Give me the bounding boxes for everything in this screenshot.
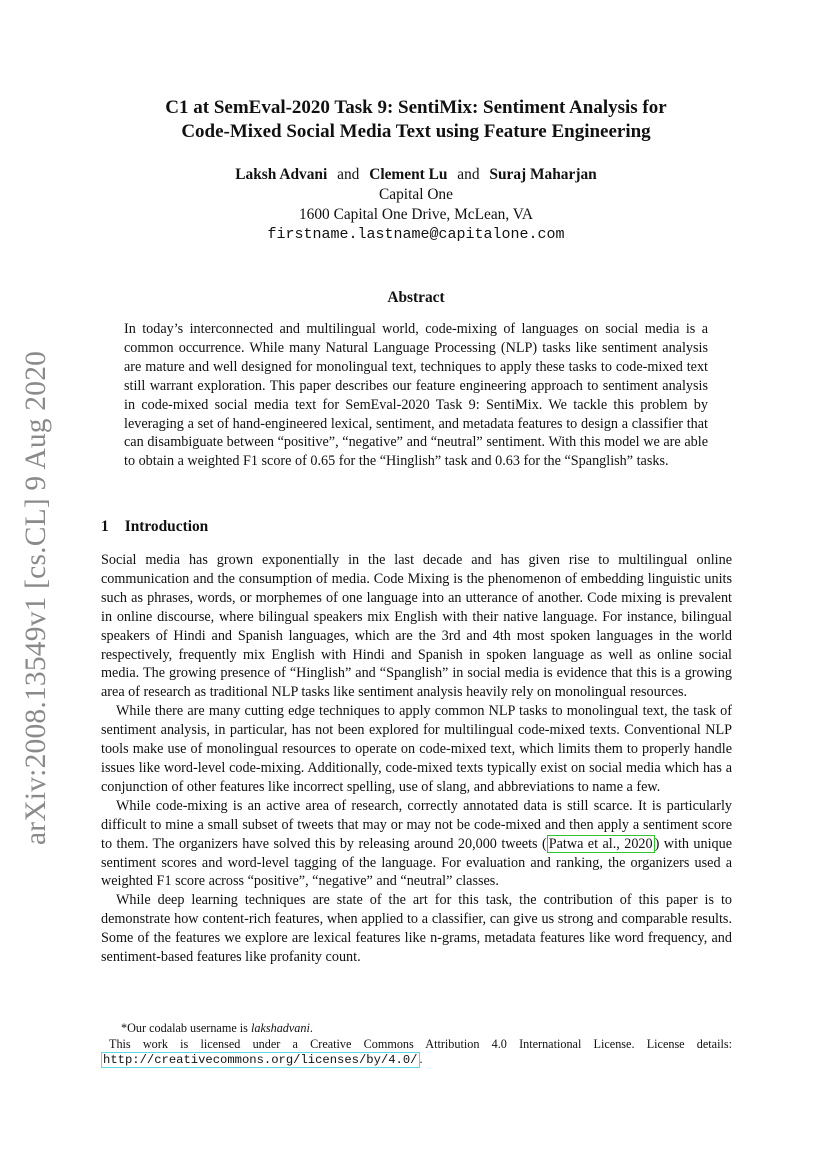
author-name-1: Laksh Advani bbox=[235, 166, 328, 183]
citation-link-patwa[interactable]: Patwa et al., 2020 bbox=[548, 835, 653, 852]
author-email: firstname.lastname@capitalone.com bbox=[267, 226, 565, 243]
affiliation: Capital One bbox=[379, 186, 453, 203]
author-name-2: Clement Lu bbox=[369, 166, 448, 183]
arxiv-identifier-stamp: arXiv:2008.13549v1 [cs.CL] 9 Aug 2020 bbox=[20, 350, 52, 845]
section-number: 1 bbox=[101, 518, 109, 535]
paragraph-3-text-a: While code-mixing is an active area of research, correctly annotated data is still scarce. It is particularly difficult to mine a small subset of tweets that may or may not be code-mixed and then apply a sentiment score to them. The organizers have solved this by releasing around 20,000 tweets ( bbox=[101, 797, 732, 852]
title-line-2: Code-Mixed Social Media Text using Feature Engineering bbox=[181, 121, 651, 142]
paragraph-3 bbox=[101, 797, 732, 892]
license-text: This work is licensed under a Creative Commons Attribution 4.0 International License. License details: bbox=[109, 1036, 732, 1051]
abstract-heading: Abstract bbox=[387, 289, 445, 306]
footnote-license bbox=[101, 1037, 732, 1069]
footnotes bbox=[101, 1021, 732, 1069]
license-url-link[interactable]: http://creativecommons.org/licenses/by/4.0/ bbox=[103, 1053, 418, 1067]
section-heading-introduction bbox=[101, 518, 208, 536]
footnote-codalab-prefix: *Our codalab username is bbox=[121, 1021, 251, 1035]
paragraph-1: Social media has grown exponentially in the last decade and has given rise to multilingual online communication and the consumption of media. Code Mixing is the phenomenon of embedding linguistic units such as phrases, words, or morphemes of one language into an utterance of another. Code mixing is prevalent in online discourse, where bilingual speakers mix English with their native language. For instance, bilingual speakers of Hindi and Spanish languages, which are the 3rd and 4th most spoken languages in the world respectively, frequently mix English with Hindi and Spanish in spoken language as well as online social media. The growing presence of “Hinglish” and “Spanglish” in social media is evidence that this is a growing area of research as traditional NLP tasks like sentiment analysis heavily rely on monolingual resources. bbox=[101, 552, 732, 701]
abstract-text: In today’s interconnected and multilingual world, code-mixing of languages on social media is a common occurrence. While many Natural Language Processing (NLP) tasks like sentiment analysis are mature and well designed for monolingual text, techniques to apply these tasks to code-mixed text still warrant exploration. This paper describes our feature engineering approach to sentiment analysis in code-mixed social media text for SemEval-2020 Task 9: SentiMix. We tackle this problem by leveraging a set of hand-engineered lexical, sentiment, and metadata features to design a classifier that can disambiguate between “positive”, “negative” and “neutral” sentiment. With this model we are able to obtain a weighted F1 score of 0.65 for the “Hinglish” task and 0.63 for the “Spanglish” tasks. bbox=[124, 321, 708, 470]
paragraph-2: While there are many cutting edge techniques to apply common NLP tasks to monolingual text, the task of sentiment analysis, in particular, has not been explored for multilingual code-mixed texts. Conventional NLP tools make use of monolingual resources to operate on code-mixed text, which limits them to properly handle issues like word-level code-mixing. Additionally, code-mixed texts typically exist on social media which has a conjunction of other features like incorrect spelling, use of slang, and abbreviations to name a few. bbox=[101, 703, 732, 795]
codalab-username: lakshadvani bbox=[250, 1021, 310, 1035]
address: 1600 Capital One Drive, McLean, VA bbox=[298, 206, 534, 223]
paper-title bbox=[100, 96, 732, 144]
author-names bbox=[100, 165, 732, 185]
paragraph-4: While deep learning techniques are state of the art for this task, the contribution of this paper is to demonstrate how content-rich features, when applied to a classifier, can give us strong and comparable results. Some of the features we explore are lexical features like n-grams, metadata features like word frequency, and sentiment-based features like profanity count. bbox=[101, 892, 732, 966]
paragraph-3-text-b: ) with unique sentiment scores and word-level tagging of the language. For evaluation and ranking, the organizers used a weighted F1 score across “positive”, “negative” and “neutral” classes. bbox=[101, 835, 733, 890]
license-end: . bbox=[419, 1052, 423, 1066]
author-separator-1: and bbox=[337, 166, 360, 183]
title-line-1: C1 at SemEval-2020 Task 9: SentiMix: Sentiment Analysis for bbox=[165, 97, 667, 118]
author-block bbox=[100, 165, 732, 245]
author-name-3: Suraj Maharjan bbox=[489, 166, 597, 183]
introduction-body bbox=[101, 551, 732, 967]
author-separator-2: and bbox=[457, 166, 480, 183]
section-title: Introduction bbox=[124, 518, 209, 535]
footnote-codalab-suffix: . bbox=[309, 1021, 313, 1035]
footnote-codalab bbox=[101, 1021, 732, 1037]
